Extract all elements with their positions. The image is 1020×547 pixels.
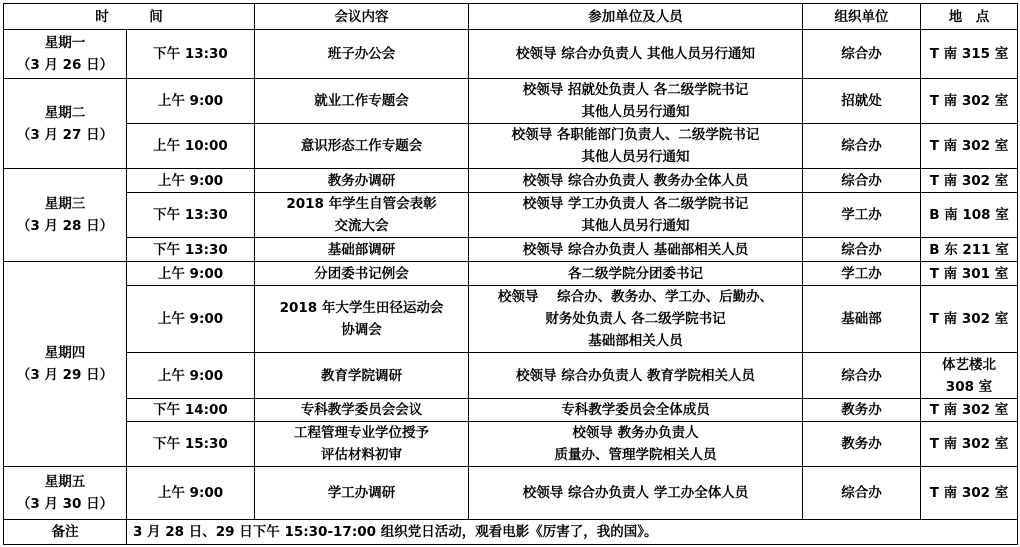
content-cell: 基础部调研	[255, 238, 469, 262]
day-cell-tue	[4, 79, 127, 169]
time-cell: 上午 9:00	[127, 169, 255, 193]
participants-cell: 校领导 综合办负责人 教育学院相关人员	[469, 353, 803, 399]
content-cell: 意识形态工作专题会	[255, 124, 469, 169]
organizer-cell: 招就处	[803, 79, 921, 124]
table-row	[4, 193, 1018, 238]
note-label: 备注	[4, 520, 127, 545]
time-cell: 上午 9:00	[127, 79, 255, 124]
organizer-cell: 教务办	[803, 422, 921, 467]
organizer-cell: 教务办	[803, 399, 921, 422]
location-cell: T 南 302 室	[921, 422, 1018, 467]
table-row	[4, 262, 1018, 286]
content-cell: 教务办调研	[255, 169, 469, 193]
table-row	[4, 286, 1018, 353]
organizer-cell: 综合办	[803, 353, 921, 399]
location-cell: 体艺楼北 308 室	[921, 353, 1018, 399]
organizer-cell: 综合办	[803, 124, 921, 169]
location-cell: B 东 211 室	[921, 238, 1018, 262]
participants-cell: 校领导 综合办负责人 教务办全体人员	[469, 169, 803, 193]
location-cell: T 南 302 室	[921, 286, 1018, 353]
organizer-cell: 学工办	[803, 262, 921, 286]
participants-cell: 校领导 招就处负责人 各二级学院书记 其他人员另行通知	[469, 79, 803, 124]
organizer-cell: 学工办	[803, 193, 921, 238]
meeting-schedule-table	[3, 3, 1018, 545]
table-row	[4, 422, 1018, 467]
header-time: 时 间	[4, 4, 255, 30]
location-cell: T 南 302 室	[921, 467, 1018, 520]
header-participants: 参加单位及人员	[469, 4, 803, 30]
time-cell: 下午 13:30	[127, 30, 255, 79]
day-cell-thu	[4, 262, 127, 467]
header-organizer: 组织单位	[803, 4, 921, 30]
day-cell-wed	[4, 169, 127, 262]
day-date: （3 月 29 日）	[16, 367, 114, 383]
table-row	[4, 467, 1018, 520]
location-cell: T 南 315 室	[921, 30, 1018, 79]
participants-cell: 专科教学委员会全体成员	[469, 399, 803, 422]
day-cell-mon	[4, 30, 127, 79]
content-cell: 班子办公会	[255, 30, 469, 79]
table-row	[4, 79, 1018, 124]
participants-cell: 各二级学院分团委书记	[469, 262, 803, 286]
organizer-cell: 综合办	[803, 238, 921, 262]
participants-cell: 校领导 综合办负责人 学工办全体人员	[469, 467, 803, 520]
content-cell: 分团委书记例会	[255, 262, 469, 286]
location-cell: T 南 301 室	[921, 262, 1018, 286]
day-date: （3 月 27 日）	[16, 126, 114, 143]
time-cell: 下午 13:30	[127, 193, 255, 238]
location-cell: T 南 302 室	[921, 79, 1018, 124]
day-date: （3 月 28 日）	[16, 218, 114, 234]
time-cell: 上午 10:00	[127, 124, 255, 169]
content-cell: 工程管理专业学位授予 评估材料初审	[255, 422, 469, 467]
note-text: 3 月 28 日、29 日下午 15:30-17:00 组织党日活动，观看电影《厉害了，我的国》。	[127, 520, 1018, 545]
time-cell: 下午 13:30	[127, 238, 255, 262]
participants-cell: 校领导 综合办负责人 其他人员另行通知	[469, 30, 803, 79]
location-cell: T 南 302 室	[921, 124, 1018, 169]
day-week: 星期五	[44, 474, 86, 490]
participants-cell: 校领导 各职能部门负责人、二级学院书记 其他人员另行通知	[469, 124, 803, 169]
note-row	[4, 520, 1018, 545]
content-cell: 2018 年大学生田径运动会 协调会	[255, 286, 469, 353]
header-location: 地 点	[921, 4, 1018, 30]
organizer-cell: 综合办	[803, 169, 921, 193]
table-row	[4, 124, 1018, 169]
time-cell: 下午 15:30	[127, 422, 255, 467]
time-cell: 上午 9:00	[127, 353, 255, 399]
header-row	[4, 4, 1018, 30]
day-week: 星期四	[44, 345, 86, 361]
day-week: 星期二	[44, 104, 86, 121]
location-cell: T 南 302 室	[921, 169, 1018, 193]
organizer-cell: 基础部	[803, 286, 921, 353]
content-cell: 教育学院调研	[255, 353, 469, 399]
day-date: （3 月 30 日）	[16, 496, 114, 512]
content-cell: 2018 年学生自管会表彰 交流大会	[255, 193, 469, 238]
participants-cell: 校领导 综合办、教务办、学工办、后勤办、 财务处负责人 各二级学院书记 基础部相关人员	[469, 286, 803, 353]
header-content: 会议内容	[255, 4, 469, 30]
content-cell: 专科教学委员会会议	[255, 399, 469, 422]
table-row	[4, 238, 1018, 262]
day-date: （3 月 26 日）	[16, 57, 114, 73]
content-cell: 学工办调研	[255, 467, 469, 520]
day-week: 星期一	[44, 35, 86, 51]
participants-cell: 校领导 学工办负责人 各二级学院书记 其他人员另行通知	[469, 193, 803, 238]
location-cell: B 南 108 室	[921, 193, 1018, 238]
participants-cell: 校领导 教务办负责人 质量办、管理学院相关人员	[469, 422, 803, 467]
table-row	[4, 353, 1018, 399]
table-row	[4, 169, 1018, 193]
participants-cell: 校领导 综合办负责人 基础部相关人员	[469, 238, 803, 262]
table-row	[4, 399, 1018, 422]
organizer-cell: 综合办	[803, 467, 921, 520]
day-cell-fri	[4, 467, 127, 520]
table-row	[4, 30, 1018, 79]
time-cell: 上午 9:00	[127, 467, 255, 520]
time-cell: 下午 14:00	[127, 399, 255, 422]
content-cell: 就业工作专题会	[255, 79, 469, 124]
day-week: 星期三	[44, 196, 86, 212]
location-cell: T 南 302 室	[921, 399, 1018, 422]
time-cell: 上午 9:00	[127, 262, 255, 286]
organizer-cell: 综合办	[803, 30, 921, 79]
time-cell: 上午 9:00	[127, 286, 255, 353]
